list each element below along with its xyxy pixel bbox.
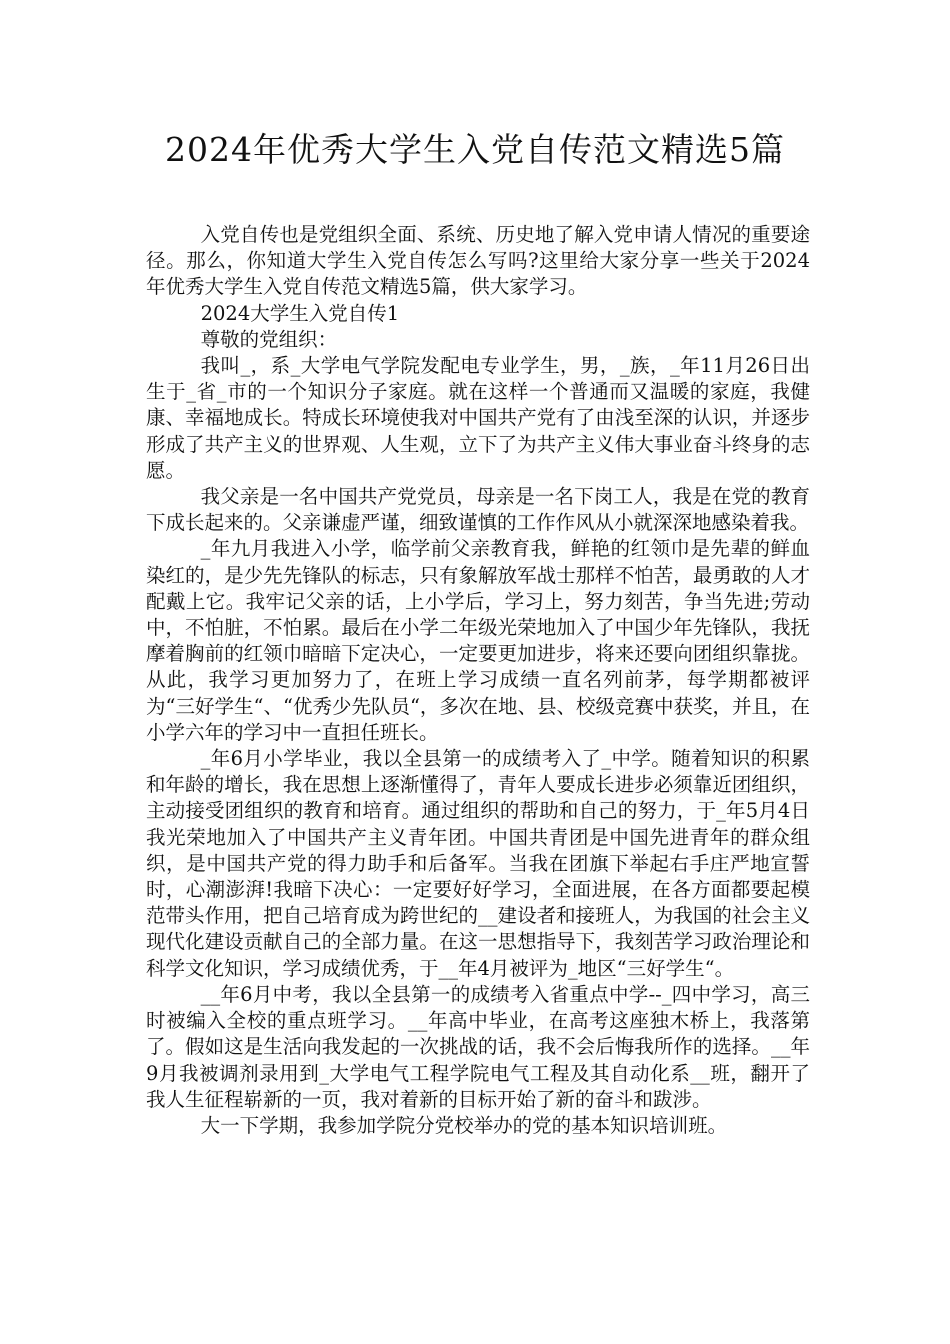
body-paragraph: 我叫_，系_大学电气学院发配电专业学生，男，_族，_年11月26日出生于_省_市的一个知识分子家庭。就在这样一个普通而又温暖的家庭，我健康、幸福地成长。特成长环境使我对中国共产党有了由浅至深的认识，并逐步形成了共产主义的世界观、人生观，立下了为共产主义伟大事业奋斗终身的志愿。 [146, 354, 810, 482]
body-paragraph: _年九月我进入小学，临学前父亲教育我，鲜艳的红领巾是先辈的鲜血染红的，是少先先锋队的标志，只有象解放军战士那样不怕苦，最勇敢的人才配戴上它。我牢记父亲的话，上小学后，学习上，努力刻苦，争当先进;劳动中，不怕脏，不怕累。最后在小学二年级光荣地加入了中国少年先锋队，我抚摩着胸前的红领巾暗暗下定决心，一定要更加进步，将来还要向团组织靠拢。从此，我学习更加努力了，在班上学习成绩一直名列前茅，每学期都被评为“三好学生“、“优秀少先队员“，多次在地、县、校级竞赛中获奖，并且，在小学六年的学习中一直担任班长。 [146, 537, 810, 744]
body-paragraph: 大一下学期，我参加学院分党校举办的党的基本知识培训班。 [200, 1113, 728, 1137]
section-heading: 2024大学生入党自传1 [200, 301, 400, 325]
body-paragraph: _年6月小学毕业，我以全县第一的成绩考入了_中学。随着知识的积累和年龄的增长，我在思想上逐渐懂得了，青年人要成长进步必须靠近团组织，主动接受团组织的教育和培育。通过组织的帮助和自己的努力，于_年5月4日我光荣地加入了中国共产主义青年团。中国共青团是中国先进青年的群众组织，是中国共产党的得力助手和后备军。当我在团旗下举起右手庄严地宣誓时，心潮澎湃!我暗下决心：一定要好好学习，全面进展，在各方面都要起模范带头作用，把自己培育成为跨世纪的__建设者和接班人，为我国的社会主义现代化建设贡献自己的全部力量。在这一思想指导下，我刻苦学习政治理论和科学文化知识，学习成绩优秀，于__年4月被评为_地区“三好学生“。 [146, 747, 810, 980]
document-title: 2024年优秀大学生入党自传范文精选5篇 [165, 130, 785, 169]
intro-paragraph: 入党自传也是党组织全面、系统、历史地了解入党申请人情况的重要途径。那么，你知道大学生入党自传怎么写吗?这里给大家分享一些关于2024年优秀大学生入党自传范文精选5篇，供大家学习。 [146, 223, 810, 299]
body-paragraph: __年6月中考，我以全县第一的成绩考入省重点中学--_四中学习，高三时被编入全校的重点班学习。__年高中毕业，在高考这座独木桥上，我落第了。假如这是生活向我发起的一次挑战的话，我不会后悔我所作的选择。__年9月我被调剂录用到_大学电气工程学院电气工程及其自动化系__班，翻开了我人生征程崭新的一页，我对着新的目标开始了新的奋斗和跋涉。 [146, 982, 810, 1111]
document-body [146, 222, 810, 1139]
salutation: 尊敬的党组织： [200, 327, 338, 351]
body-paragraph: 我父亲是一名中国共产党党员，母亲是一名下岗工人，我是在党的教育下成长起来的。父亲谦虚严谨，细致谨慎的工作作风从小就深深地感染着我。 [146, 485, 810, 535]
